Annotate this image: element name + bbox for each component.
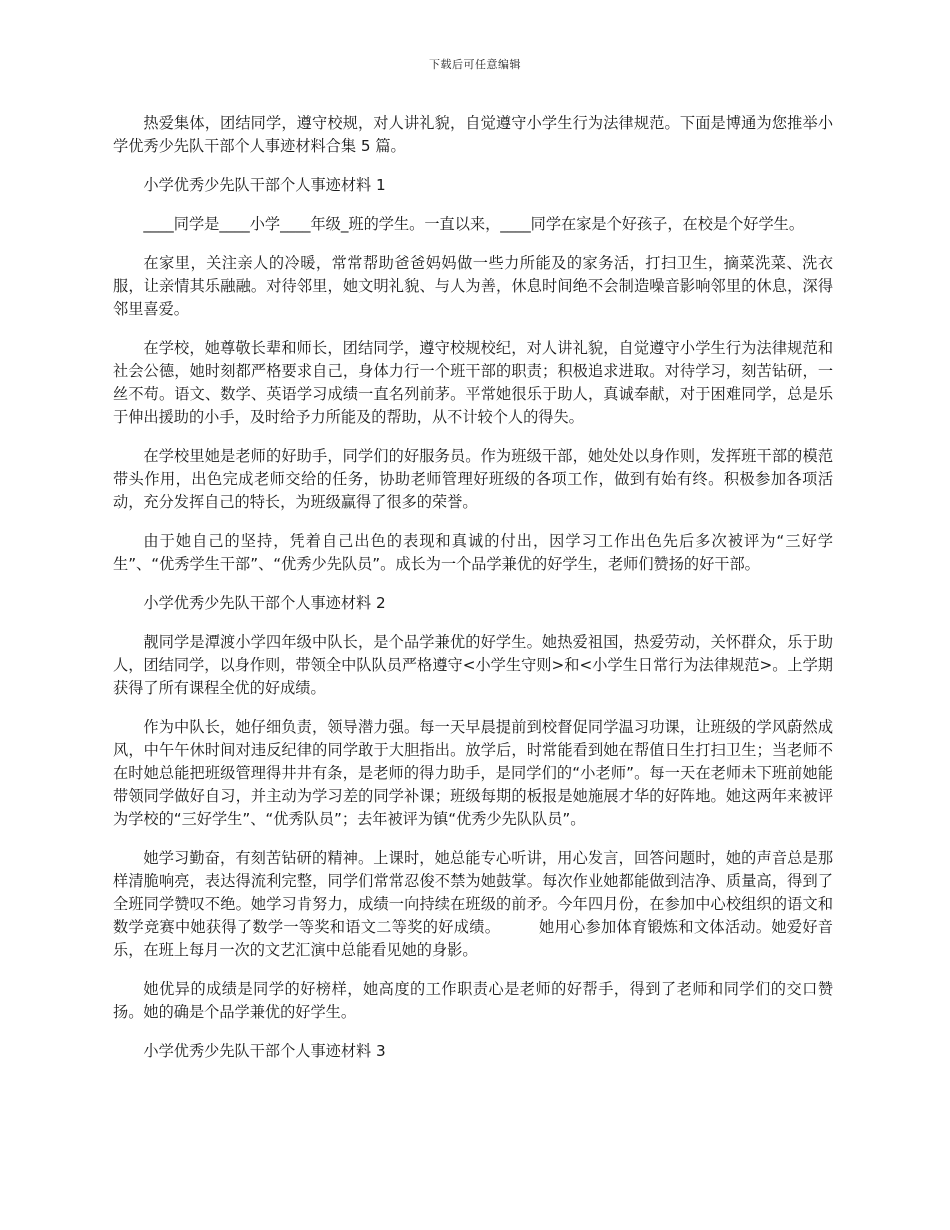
page-header: 下载后可任意编辑 (429, 58, 521, 71)
paragraph: 在家里，关注亲人的冷暖，常常帮助爸爸妈妈做一些力所能及的家务活，打扫卫生，摘菜洗菜、洗衣服，让亲情其乐融融。对待邻里，她文明礼貌、与人为善，休息时间绝不会制造噪音影响邻里的休息，深得邻里喜爱。 (113, 254, 833, 318)
section-heading-3: 小学优秀少先队干部个人事迹材料 3 (143, 1042, 386, 1060)
paragraph: 由于她自己的坚持，凭着自己出色的表现和真诚的付出，因学习工作出色先后多次被评为“三好学生”、“优秀学生干部”、“优秀少先队员”。成长为一个品学兼优的好学生，老师们赞扬的好干部。 (113, 532, 833, 573)
intro-paragraph: 热爱集体，团结同学，遵守校规，对人讲礼貌，自觉遵守小学生行为法律规范。下面是博通为您推举小学优秀少先队干部个人事迹材料合集 5 篇。 (113, 114, 833, 155)
paragraph: ____同学是____小学____年级_班的学生。一直以来，____同学在家是个好孩子，在校是个好学生。 (143, 215, 805, 233)
paragraph: 在学校里她是老师的好助手，同学们的好服务员。作为班级干部，她处处以身作则，发挥班干部的模范带头作用，出色完成老师交给的任务，协助老师管理好班级的各项工作，做到有始有终。积极参加各项活动，充分发挥自己的特长，为班级赢得了很多的荣誉。 (113, 447, 833, 511)
paragraph: 她学习勤奋，有刻苦钻研的精神。上课时，她总能专心听讲，用心发言，回答问题时，她的声音总是那样清脆响亮，表达得流利完整，同学们常常忍俊不禁为她鼓掌。每次作业她都能做到洁净、质量高，得到了全班同学赞叹不绝。她学习肯努力，成绩一向持续在班级的前矛。今年四月份，在参加中心校组织的语文和数学竞赛中她获得了数学一等奖和语文二等奖的好成绩。 她用心参加体育锻炼和文体活动。她爱好音乐，在班上每月一次的文艺汇演中总能看见她的身影。 (113, 849, 833, 959)
paragraph: 作为中队长，她仔细负责，领导潜力强。每一天早晨提前到校督促同学温习功课，让班级的学风蔚然成风，中午午休时间对违反纪律的同学敢于大胆指出。放学后，时常能看到她在帮值日生打扫卫生；当老师不在时她总能把班级管理得井井有条，是老师的得力助手，是同学们的“小老师”。每一天在老师未下班前她能带领同学做好自习，并主动为学习差的同学补课；班级每期的板报是她施展才华的好阵地。她这两年来被评为学校的“三好学生”、“优秀队员”；去年被评为镇“优秀少先队队员”。 (113, 718, 833, 828)
paragraph: 靓同学是潭渡小学四年级中队长，是个品学兼优的好学生。她热爱祖国，热爱劳动，关怀群众，乐于助人，团结同学，以身作则，带领全中队队员严格遵守<小学生守则>和<小学生日常行为法律规范>。上学期获得了所有课程全优的好成绩。 (113, 633, 833, 697)
paragraph: 在学校，她尊敬长辈和师长，团结同学，遵守校规校纪，对人讲礼貌，自觉遵守小学生行为法律规范和社会公德，她时刻都严格要求自己，身体力行一个班干部的职责；积极追求进取。对待学习，刻苦钻研，一丝不苟。语文、数学、英语学习成绩一直名列前茅。平常她很乐于助人，真诚奉献，对于困难同学，总是乐于伸出援助的小手，及时给予力所能及的帮助，从不计较个人的得失。 (113, 339, 833, 426)
section-heading-1: 小学优秀少先队干部个人事迹材料 1 (143, 176, 386, 194)
section-heading-2: 小学优秀少先队干部个人事迹材料 2 (143, 594, 386, 612)
document-body (113, 112, 833, 1079)
paragraph: 她优异的成绩是同学的好榜样，她高度的工作职责心是老师的好帮手，得到了老师和同学们的交口赞扬。她的确是个品学兼优的好学生。 (113, 980, 833, 1021)
